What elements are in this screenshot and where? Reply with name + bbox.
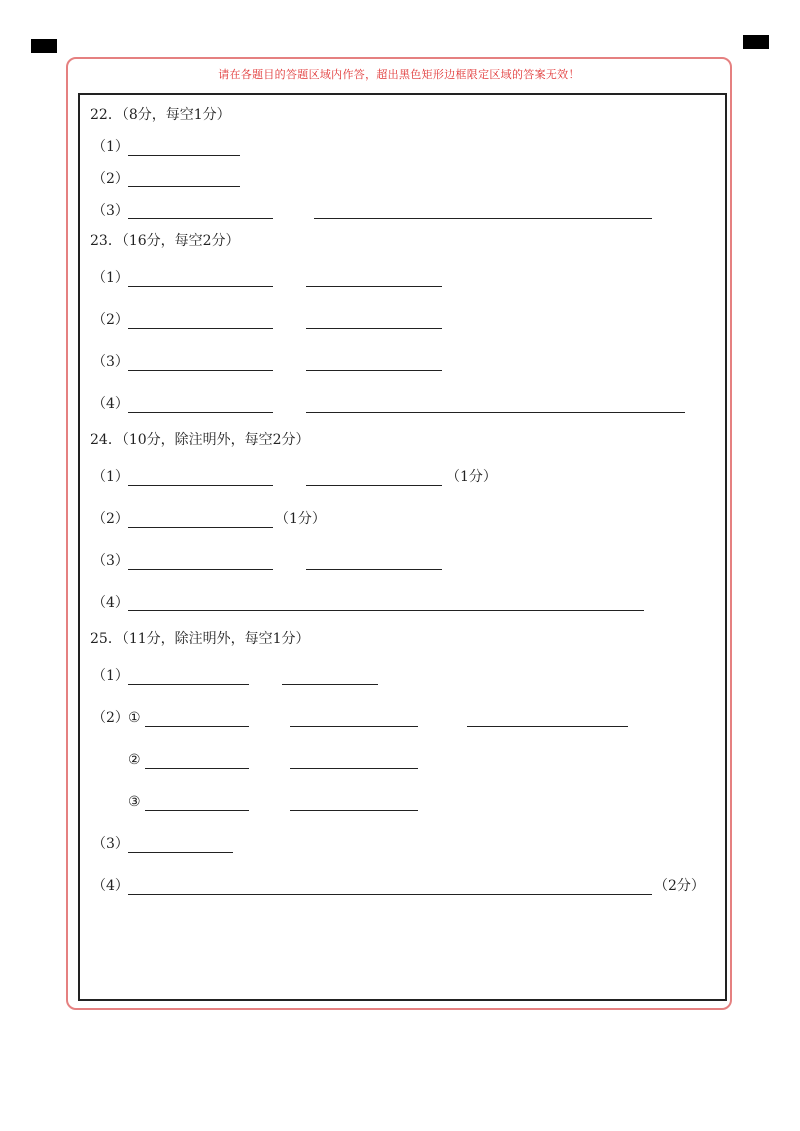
question-22-heading: 22．（8分，每空1分） — [90, 107, 231, 123]
q25-part2-sub1-label: ① — [128, 710, 141, 726]
q25-part1-answer-blank-a[interactable] — [128, 684, 249, 685]
q23-part3-label: （3） — [92, 354, 129, 370]
q22-part1-answer-blank[interactable] — [128, 155, 240, 156]
q25-part2-sub1-answer-blank-b[interactable] — [290, 726, 418, 727]
q25-part2-sub1-answer-blank-a[interactable] — [145, 726, 249, 727]
q25-part4-label: （4） — [92, 878, 129, 894]
q23-part2-answer-blank-b[interactable] — [306, 328, 442, 329]
q22-part2-label: （2） — [92, 171, 129, 187]
q23-part3-answer-blank-a[interactable] — [128, 370, 273, 371]
q23-part2-answer-blank-a[interactable] — [128, 328, 273, 329]
q25-part3-answer-blank[interactable] — [128, 852, 233, 853]
q24-part3-answer-blank-a[interactable] — [128, 569, 273, 570]
q25-part3-label: （3） — [92, 836, 129, 852]
q24-part2-label: （2） — [92, 511, 129, 527]
answer-area-inner-frame — [78, 93, 727, 1001]
q24-part2-points-note: （1分） — [275, 511, 326, 527]
q23-part4-label: （4） — [92, 396, 129, 412]
q24-part4-answer-blank[interactable] — [128, 610, 644, 611]
q24-part4-label: （4） — [92, 595, 129, 611]
q22-part3-label: （3） — [92, 203, 129, 219]
q23-part1-answer-blank-a[interactable] — [128, 286, 273, 287]
q22-part3-answer-blank-b[interactable] — [314, 218, 652, 219]
q25-part2-sub2-answer-blank-b[interactable] — [290, 768, 418, 769]
q24-part1-answer-blank-b[interactable] — [306, 485, 442, 486]
q24-part3-label: （3） — [92, 553, 129, 569]
alignment-marker-left — [31, 39, 57, 53]
q25-part2-label: （2） — [92, 710, 129, 726]
question-24-heading: 24．（10分，除注明外，每空2分） — [90, 432, 310, 448]
q23-part1-answer-blank-b[interactable] — [306, 286, 442, 287]
q22-part2-answer-blank[interactable] — [128, 186, 240, 187]
q25-part1-label: （1） — [92, 668, 129, 684]
q24-part1-answer-blank-a[interactable] — [128, 485, 273, 486]
q25-part2-sub3-answer-blank-b[interactable] — [290, 810, 418, 811]
q24-part2-answer-blank[interactable] — [128, 527, 273, 528]
q23-part2-label: （2） — [92, 312, 129, 328]
q25-part2-sub1-answer-blank-c[interactable] — [467, 726, 628, 727]
q24-part1-label: （1） — [92, 469, 129, 485]
q23-part3-answer-blank-b[interactable] — [306, 370, 442, 371]
q25-part2-sub3-answer-blank-a[interactable] — [145, 810, 249, 811]
q25-part1-answer-blank-b[interactable] — [282, 684, 378, 685]
alignment-marker-right — [743, 35, 769, 49]
question-23-heading: 23．（16分，每空2分） — [90, 233, 240, 249]
q24-part1-points-note: （1分） — [446, 469, 497, 485]
q23-part4-answer-blank-a[interactable] — [128, 412, 273, 413]
answer-area-notice: 请在各题目的答题区域内作答，超出黑色矩形边框限定区域的答案无效！ — [218, 68, 580, 81]
q25-part2-sub2-answer-blank-a[interactable] — [145, 768, 249, 769]
q23-part1-label: （1） — [92, 270, 129, 286]
q23-part4-answer-blank-b[interactable] — [306, 412, 685, 413]
q22-part3-answer-blank-a[interactable] — [128, 218, 273, 219]
q25-part4-points-note: （2分） — [654, 878, 705, 894]
q24-part3-answer-blank-b[interactable] — [306, 569, 442, 570]
q25-part4-answer-blank[interactable] — [128, 894, 652, 895]
question-25-heading: 25．（11分，除注明外，每空1分） — [90, 631, 310, 647]
q25-part2-sub2-label: ② — [128, 752, 141, 768]
q25-part2-sub3-label: ③ — [128, 794, 141, 810]
q22-part1-label: （1） — [92, 139, 129, 155]
